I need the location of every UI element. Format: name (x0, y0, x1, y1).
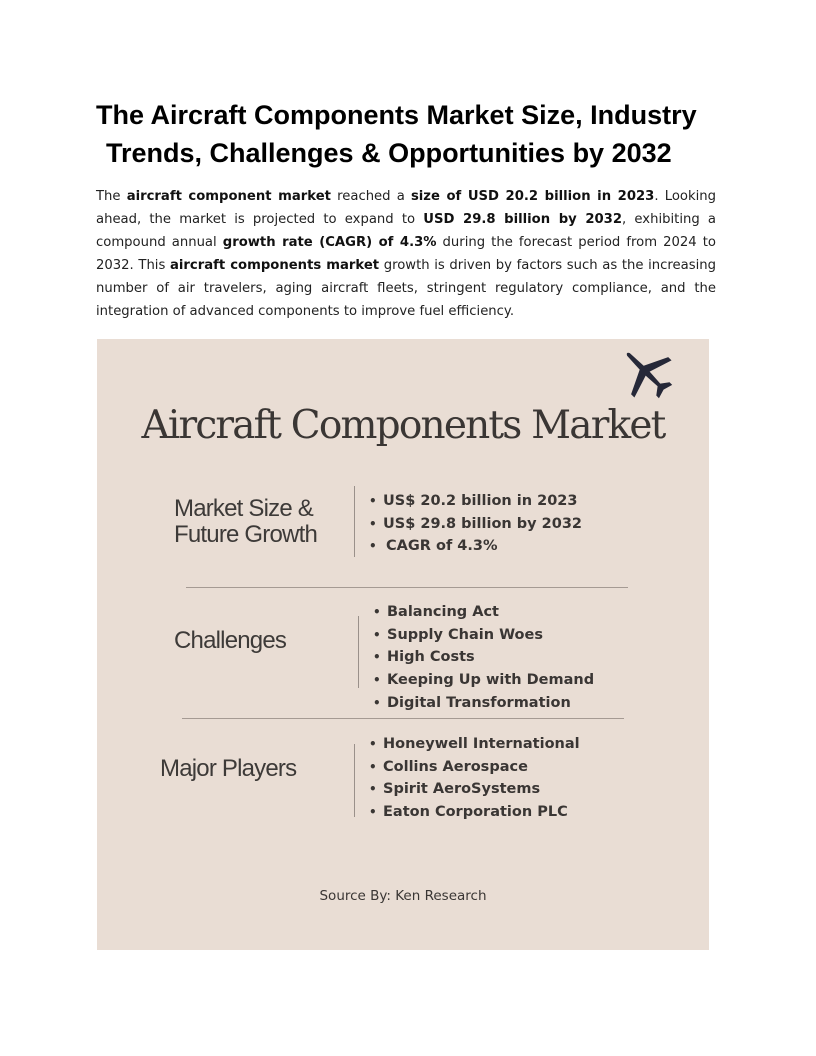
infographic-title: Aircraft Components Market (141, 403, 665, 448)
list-item-text: CAGR of 4.3% (386, 538, 498, 555)
bullet-dot: • (369, 516, 377, 531)
intro-bold-4: growth rate (CAGR) of 4.3% (222, 235, 437, 250)
intro-text-4: , exhibiting a compound annual (96, 212, 717, 250)
list-item (373, 669, 594, 692)
bullet-dot: • (369, 759, 377, 774)
market-size-label-line-2: Future Growth (174, 521, 317, 548)
list-item-text: Honeywell International (383, 736, 580, 752)
list-item (369, 756, 580, 779)
list-item (373, 646, 594, 669)
players-divider (354, 744, 355, 817)
major-players-label: Major Players (160, 755, 297, 782)
bullet-dot: • (369, 782, 377, 797)
list-item-text: Supply Chain Woes (387, 626, 543, 643)
title-line-1: The Aircraft Components Market Size, Industry (96, 100, 697, 130)
bullet-dot: • (373, 650, 381, 665)
list-item-text: Spirit AeroSystems (383, 781, 541, 798)
source-credit: Source By: Ken Research (319, 888, 487, 904)
challenges-label: Challenges (174, 627, 287, 654)
airplane-icon (617, 343, 677, 403)
section-divider (186, 587, 628, 588)
section-divider (182, 718, 624, 719)
intro-text-1: The (96, 189, 127, 204)
list-item (369, 778, 580, 801)
list-item (373, 624, 594, 647)
intro-text-5: during the forecast period from 2024 to 2032. This (96, 235, 717, 273)
players-list (369, 733, 580, 824)
bullet-dot: • (369, 494, 377, 508)
bullet-dot: • (373, 627, 381, 642)
list-item-text: Collins Aerospace (383, 758, 528, 775)
challenges-divider (358, 616, 359, 688)
list-item-text: Balancing Act (387, 604, 499, 620)
list-item (373, 601, 594, 624)
intro-bold-1: aircraft component market (126, 189, 331, 204)
list-item-text: Keeping Up with Demand (387, 672, 595, 689)
list-item (369, 733, 580, 756)
intro-text-3: . Looking ahead, the market is projected to expand to (96, 189, 716, 227)
market-size-label-line-1: Market Size & (174, 495, 313, 522)
market-size-divider (354, 486, 355, 557)
intro-paragraph (96, 185, 716, 323)
intro-bold-2: size of USD 20.2 billion in 2023 (410, 189, 655, 204)
list-item-text: Eaton Corporation PLC (383, 804, 568, 821)
list-item-text: US$ 29.8 billion by 2032 (383, 515, 583, 532)
intro-bold-3: USD 29.8 billion by 2032 (423, 212, 623, 227)
intro-text-6: growth is driven by factors such as the increasing number of air travelers, aging aircraft fleets, stringent regulatory compliance, and the integration of advanced components to improve fuel efficiency. (96, 258, 717, 319)
list-item (369, 801, 580, 824)
market-size-label (174, 496, 317, 548)
market-size-list (369, 490, 582, 558)
list-item (369, 490, 582, 513)
title-line-2: Trends, Challenges & Opportunities by 2032 (106, 138, 672, 168)
challenges-list (373, 601, 594, 714)
list-item-text: High Costs (387, 649, 475, 666)
infographic-panel (97, 339, 709, 950)
bullet-dot: • (369, 805, 377, 820)
list-item-text: US$ 20.2 billion in 2023 (383, 493, 578, 509)
bullet-dot: • (373, 605, 381, 619)
intro-text-2: reached a (330, 189, 411, 204)
list-item-text: Digital Transformation (387, 694, 571, 711)
list-item (369, 513, 582, 536)
bullet-dot: • (369, 539, 377, 554)
bullet-dot: • (373, 695, 381, 710)
list-item (369, 535, 582, 558)
bullet-dot: • (373, 673, 381, 688)
bullet-dot: • (369, 737, 377, 751)
page-title (96, 96, 736, 172)
list-item (373, 692, 594, 715)
intro-bold-5: aircraft components market (170, 258, 380, 273)
